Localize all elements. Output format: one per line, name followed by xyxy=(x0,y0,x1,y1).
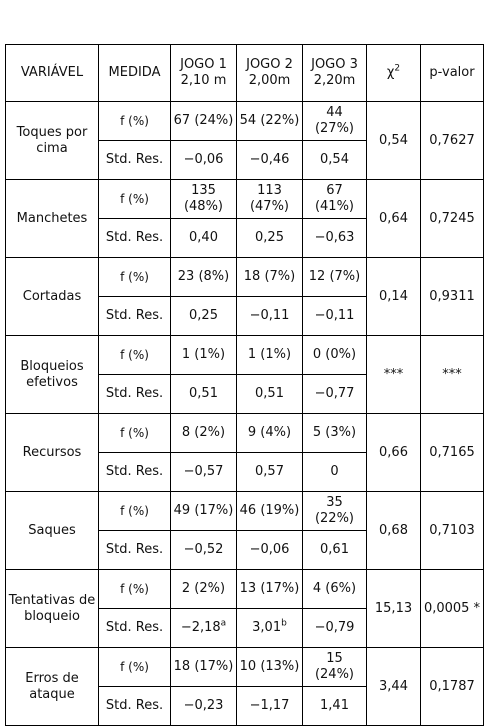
header-jogo2: JOGO 2 2,00m xyxy=(237,45,303,102)
std-res-cell xyxy=(303,609,367,648)
std-res-cell xyxy=(171,297,237,336)
p-value: 0,1787 xyxy=(421,648,484,726)
chi-square-value: 0,66 xyxy=(367,414,421,492)
table-row xyxy=(6,492,484,531)
measure-label: Std. Res. xyxy=(99,453,171,492)
measure-label: Std. Res. xyxy=(99,297,171,336)
std-res-value: −0,63 xyxy=(314,230,355,245)
freq-cell: 13 (17%) xyxy=(237,570,303,609)
measure-label: Std. Res. xyxy=(99,141,171,180)
table-body xyxy=(6,102,484,726)
variable-name: Tentativas de bloqueio xyxy=(6,570,99,648)
measure-label: Std. Res. xyxy=(99,609,171,648)
chi-square-value: 3,44 xyxy=(367,648,421,726)
p-value: 0,7103 xyxy=(421,492,484,570)
std-res-cell xyxy=(237,453,303,492)
table-row xyxy=(6,102,484,141)
std-res-cell xyxy=(171,141,237,180)
footnote-mark: b xyxy=(281,618,287,629)
measure-label: f (%) xyxy=(99,336,171,375)
std-res-value: −0,57 xyxy=(183,464,224,479)
freq-cell: 46 (19%) xyxy=(237,492,303,531)
measure-label: f (%) xyxy=(99,414,171,453)
measure-label: f (%) xyxy=(99,570,171,609)
std-res-value: 0 xyxy=(330,464,339,479)
freq-cell: 135 (48%) xyxy=(171,180,237,219)
std-res-cell xyxy=(303,141,367,180)
header-variavel: VARIÁVEL xyxy=(6,45,99,102)
freq-cell: 10 (13%) xyxy=(237,648,303,687)
std-res-cell xyxy=(303,687,367,726)
p-value: 0,0005 * xyxy=(421,570,484,648)
std-res-cell xyxy=(237,687,303,726)
freq-cell: 18 (17%) xyxy=(171,648,237,687)
table-row xyxy=(6,180,484,219)
std-res-value: 0,25 xyxy=(189,308,218,323)
variable-name: Saques xyxy=(6,492,99,570)
results-table xyxy=(5,44,484,726)
measure-label: Std. Res. xyxy=(99,219,171,258)
chi-square-value: 0,54 xyxy=(367,102,421,180)
p-value: 0,9311 xyxy=(421,258,484,336)
measure-label: f (%) xyxy=(99,258,171,297)
p-value: *** xyxy=(421,336,484,414)
freq-cell: 49 (17%) xyxy=(171,492,237,531)
chi-square-value: 0,68 xyxy=(367,492,421,570)
freq-cell: 12 (7%) xyxy=(303,258,367,297)
measure-label: f (%) xyxy=(99,180,171,219)
std-res-value: −0,23 xyxy=(183,698,224,713)
freq-cell: 0 (0%) xyxy=(303,336,367,375)
header-medida: MEDIDA xyxy=(99,45,171,102)
freq-cell: 9 (4%) xyxy=(237,414,303,453)
std-res-cell xyxy=(171,219,237,258)
std-res-value: −0,77 xyxy=(314,386,355,401)
std-res-value: −0,06 xyxy=(183,152,224,167)
freq-cell: 1 (1%) xyxy=(171,336,237,375)
header-row xyxy=(6,45,484,102)
std-res-value: 3,01 xyxy=(252,620,282,635)
std-res-value: 0,51 xyxy=(189,386,218,401)
measure-label: Std. Res. xyxy=(99,375,171,414)
std-res-cell xyxy=(303,453,367,492)
table-row xyxy=(6,648,484,687)
table-row xyxy=(6,258,484,297)
std-res-value: 1,41 xyxy=(320,698,349,713)
table-row xyxy=(6,336,484,375)
std-res-value: −0,46 xyxy=(249,152,290,167)
std-res-cell xyxy=(171,531,237,570)
variable-name: Erros de ataque xyxy=(6,648,99,726)
std-res-cell xyxy=(237,375,303,414)
std-res-value: −0,11 xyxy=(314,308,355,323)
freq-cell: 5 (3%) xyxy=(303,414,367,453)
std-res-value: −0,06 xyxy=(249,542,290,557)
std-res-cell xyxy=(237,219,303,258)
freq-cell: 18 (7%) xyxy=(237,258,303,297)
std-res-cell xyxy=(171,453,237,492)
std-res-value: 0,51 xyxy=(255,386,284,401)
freq-cell: 2 (2%) xyxy=(171,570,237,609)
freq-cell: 8 (2%) xyxy=(171,414,237,453)
std-res-cell xyxy=(237,609,303,648)
std-res-value: −0,11 xyxy=(249,308,290,323)
freq-cell: 4 (6%) xyxy=(303,570,367,609)
std-res-value: −0,79 xyxy=(314,620,355,635)
std-res-cell xyxy=(303,375,367,414)
freq-cell: 15 (24%) xyxy=(303,648,367,687)
freq-cell: 67 (24%) xyxy=(171,102,237,141)
std-res-value: 0,40 xyxy=(189,230,218,245)
std-res-cell xyxy=(303,531,367,570)
chi-square-value: 15,13 xyxy=(367,570,421,648)
std-res-cell xyxy=(171,375,237,414)
measure-label: f (%) xyxy=(99,492,171,531)
chi-square-value: 0,64 xyxy=(367,180,421,258)
header-chi-square: $\chi^2$ xyxy=(367,45,421,102)
measure-label: Std. Res. xyxy=(99,687,171,726)
variable-name: Toques por cima xyxy=(6,102,99,180)
footnote-mark: a xyxy=(220,618,227,629)
freq-cell: 1 (1%) xyxy=(237,336,303,375)
variable-name: Manchetes xyxy=(6,180,99,258)
std-res-cell xyxy=(171,609,237,648)
std-res-value: −2,18 xyxy=(180,620,221,635)
measure-label: f (%) xyxy=(99,648,171,687)
header-jogo1: JOGO 1 2,10 m xyxy=(171,45,237,102)
freq-cell: 54 (22%) xyxy=(237,102,303,141)
std-res-cell xyxy=(237,141,303,180)
std-res-value: 0,54 xyxy=(320,152,349,167)
variable-name: Recursos xyxy=(6,414,99,492)
variable-name: Cortadas xyxy=(6,258,99,336)
freq-cell: 44 (27%) xyxy=(303,102,367,141)
chi-square-value: *** xyxy=(367,336,421,414)
measure-label: Std. Res. xyxy=(99,531,171,570)
table-row xyxy=(6,414,484,453)
std-res-value: −0,52 xyxy=(183,542,224,557)
table-row xyxy=(6,570,484,609)
std-res-cell xyxy=(303,219,367,258)
std-res-cell xyxy=(237,297,303,336)
measure-label: f (%) xyxy=(99,102,171,141)
std-res-value: −1,17 xyxy=(249,698,290,713)
std-res-cell xyxy=(303,297,367,336)
std-res-value: 0,61 xyxy=(320,542,349,557)
freq-cell: 23 (8%) xyxy=(171,258,237,297)
p-value: 0,7165 xyxy=(421,414,484,492)
chi-square-value: 0,14 xyxy=(367,258,421,336)
freq-cell: 35 (22%) xyxy=(303,492,367,531)
freq-cell: 113 (47%) xyxy=(237,180,303,219)
std-res-value: 0,25 xyxy=(255,230,284,245)
header-jogo3: JOGO 3 2,20m xyxy=(303,45,367,102)
std-res-value: 0,57 xyxy=(255,464,284,479)
freq-cell: 67 (41%) xyxy=(303,180,367,219)
variable-name: Bloqueios efetivos xyxy=(6,336,99,414)
p-value: 0,7245 xyxy=(421,180,484,258)
header-p-valor: p-valor xyxy=(421,45,484,102)
std-res-cell xyxy=(171,687,237,726)
p-value: 0,7627 xyxy=(421,102,484,180)
std-res-cell xyxy=(237,531,303,570)
